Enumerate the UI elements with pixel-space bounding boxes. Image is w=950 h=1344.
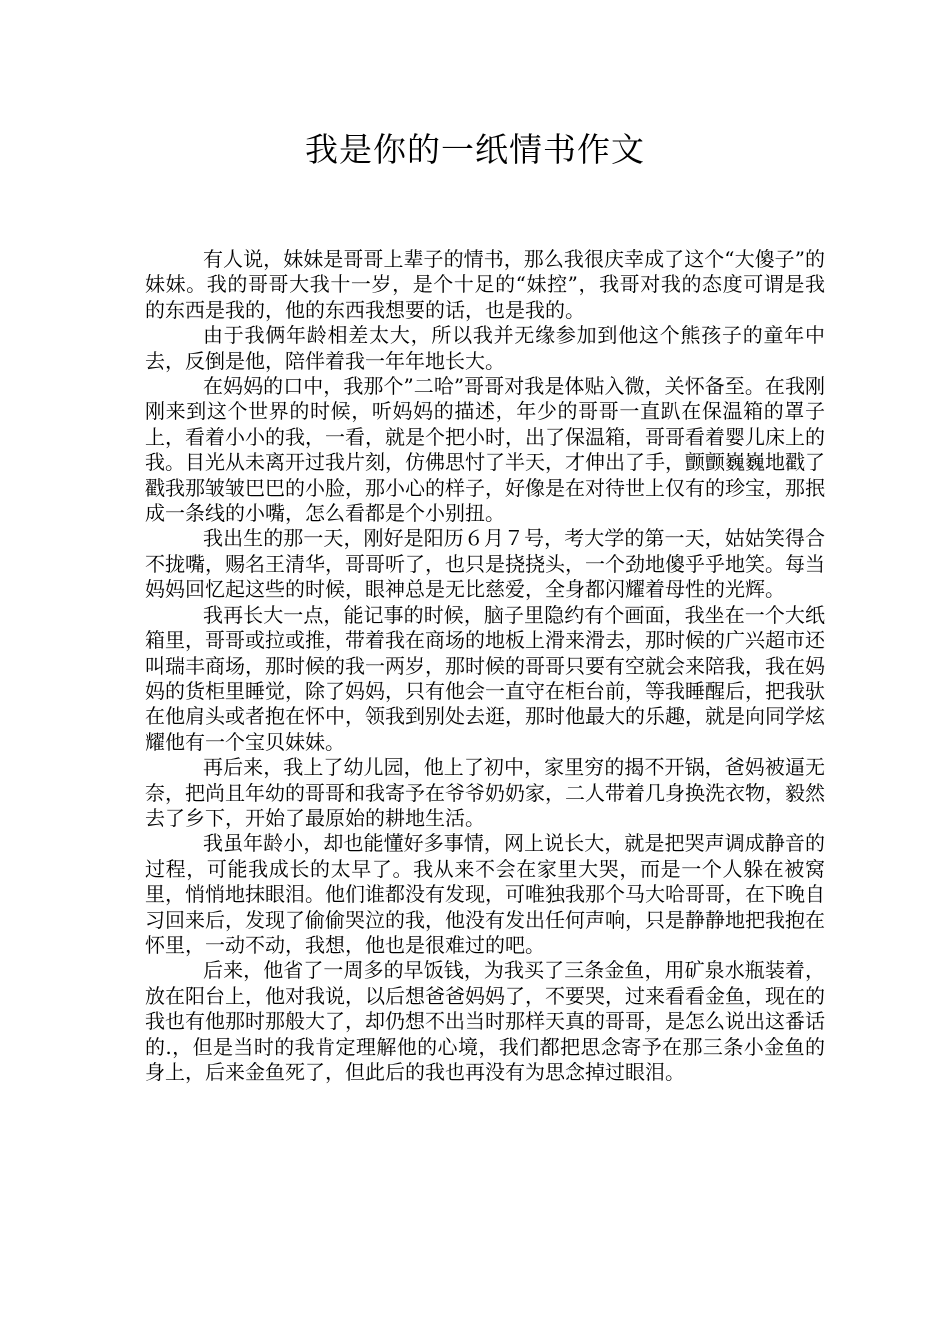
paragraph: 后来，他省了一周多的早饭钱，为我买了三条金鱼，用矿泉水瓶装着，放在阳台上，他对我说，以后想爸爸妈妈了，不要哭，过来看看金鱼，现在的我也有他那时那般大了，却仍想不出当时那样天真的哥哥，是怎么说出这番话的.，但是当时的我肯定理解他的心境，我们都把思念寄予在那三条小金鱼的身上，后来金鱼死了，但此后的我也再没有为思念掉过眼泪。: [145, 958, 825, 1084]
paragraph: 再后来，我上了幼儿园，他上了初中，家里穷的揭不开锅，爸妈被逼无奈，把尚且年幼的哥哥和我寄予在爷爷奶奶家，二人带着几身换洗衣物，毅然去了乡下，开始了最原始的耕地生活。: [145, 755, 825, 830]
paragraph: 我出生的那一天，刚好是阳历６月７号，考大学的第一天，姑姑笑得合不拢嘴，赐名王清华，哥哥听了，也只是挠挠头，一个劲地傻乎乎地笑。每当妈妈回忆起这些的时候，眼神总是无比慈爱，全身都闪耀着母性的光辉。: [145, 526, 825, 602]
paragraph: 我再长大一点，能记事的时候，脑子里隐约有个画面，我坐在一个大纸箱里，哥哥或拉或推，带着我在商场的地板上滑来滑去，那时候的广兴超市还叫瑞丰商场，那时候的我一两岁，那时候的哥哥只要有空就会来陪我，我在妈妈的货柜里睡觉，除了妈妈，只有他会一直守在柜台前，等我睡醒后，把我驮在他肩头或者抱在怀中，领我到别处去逛，那时他最大的乐趣，就是向同学炫耀他有一个宝贝妹妹。: [145, 602, 825, 754]
paragraph: 我虽年龄小，却也能懂好多事情，网上说长大，就是把哭声调成静音的过程，可能我成长的太早了。我从来不会在家里大哭，而是一个人躲在被窝里，悄悄地抹眼泪。他们谁都没有发现，可唯独我那个马大哈哥哥，在下晚自习回来后，发现了偷偷哭泣的我，他没有发出任何声响，只是静静地把我抱在怀里，一动不动，我想，他也是很难过的吧。: [145, 831, 825, 957]
paragraph: 在妈妈的口中，我那个”二哈”哥哥对我是体贴入微，关怀备至。在我刚刚来到这个世界的时候，听妈妈的描述，年少的哥哥一直趴在保温箱的罩子上，看着小小的我，一看，就是个把小时，出了保温箱，哥哥看着婴儿床上的我。目光从未离开过我片刻，仿佛思忖了半天，才伸出了手，颤颤巍巍地戳了戳我那皱皱巴巴的小脸，那小心的样子，好像是在对待世上仅有的珍宝，那抿成一条线的小嘴，怎么看都是个小别扭。: [145, 374, 825, 526]
paragraph: 有人说，妹妹是哥哥上辈子的情书，那么我很庆幸成了这个“大傻子”的妹妹。我的哥哥大我十一岁，是个十足的“妹控”，我哥对我的态度可谓是我的东西是我的，他的东西我想要的话，也是我的。: [145, 247, 825, 322]
paragraph: 由于我俩年龄相差太大，所以我并无缘参加到他这个熊孩子的童年中去，反倒是他，陪伴着我一年年地长大。: [145, 323, 825, 373]
document-title: 我是你的一纸情书作文: [305, 130, 645, 169]
document-body: [145, 247, 825, 1085]
